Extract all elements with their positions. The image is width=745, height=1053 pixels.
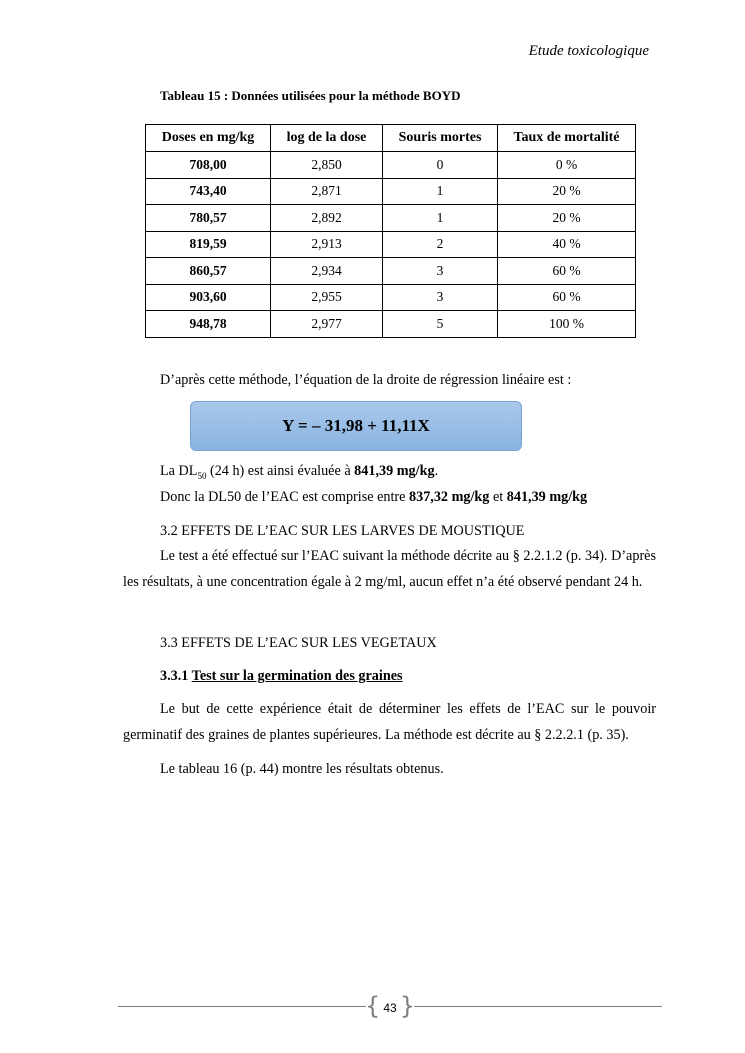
cell-dose: 743,40 [146, 178, 271, 205]
cell-rate: 0 % [498, 152, 636, 179]
cell-dose: 948,78 [146, 311, 271, 338]
cell-log: 2,913 [271, 231, 383, 258]
col-header: Taux de mortalité [498, 125, 636, 152]
cell-dose: 903,60 [146, 284, 271, 311]
table-row [146, 205, 636, 232]
footer-rule-right [414, 1006, 662, 1007]
footer-rule-left [118, 1006, 366, 1007]
paragraph-3-3-1: Le but de cette expérience était de déterminer les effets de l’EAC sur le pouvoir germinatif des graines de plantes supérieures. La méthode est décrite au § 2.2.2.1 (p. 35). [123, 701, 656, 743]
cell-log: 2,934 [271, 258, 383, 285]
cell-log: 2,977 [271, 311, 383, 338]
table16-reference: Le tableau 16 (p. 44) montre les résultats obtenus. [160, 761, 444, 777]
range-lower-value: 837,32 mg/kg [409, 489, 490, 505]
cell-rate: 100 % [498, 311, 636, 338]
cell-log: 2,850 [271, 152, 383, 179]
cell-log: 2,871 [271, 178, 383, 205]
cell-deaths: 1 [383, 205, 498, 232]
cell-rate: 20 % [498, 205, 636, 232]
left-brace-icon: { [365, 992, 381, 1020]
boyd-data-table [145, 124, 636, 338]
table-row [146, 152, 636, 179]
col-header: Souris mortes [383, 125, 498, 152]
cell-deaths: 0 [383, 152, 498, 179]
intro-paragraph: D’après cette méthode, l’équation de la droite de régression linéaire est : [160, 372, 572, 388]
cell-rate: 40 % [498, 231, 636, 258]
cell-deaths: 1 [383, 178, 498, 205]
dl50-text: La DL [160, 463, 198, 479]
page-number-frame [365, 994, 415, 1022]
dl50-range-paragraph [160, 484, 587, 510]
cell-log: 2,955 [271, 284, 383, 311]
subsection-heading-3-3-1 [160, 663, 403, 689]
table-row [146, 258, 636, 285]
table-row [146, 178, 636, 205]
cell-rate: 60 % [498, 258, 636, 285]
cell-dose: 860,57 [146, 258, 271, 285]
cell-log: 2,892 [271, 205, 383, 232]
col-header: log de la dose [271, 125, 383, 152]
cell-deaths: 2 [383, 231, 498, 258]
table-row [146, 284, 636, 311]
table-row [146, 311, 636, 338]
table-caption: Tableau 15 : Données utilisées pour la méthode BOYD [160, 88, 461, 103]
subsection-number: 3.3.1 [160, 668, 192, 684]
col-header: Doses en mg/kg [146, 125, 271, 152]
running-header: Etude toxicologique [528, 43, 649, 59]
cell-dose: 819,59 [146, 231, 271, 258]
dl50-value: 841,39 mg/kg [354, 463, 435, 479]
section-heading-3-3: 3.3 EFFETS DE L’EAC SUR LES VEGETAUX [160, 635, 437, 651]
range-upper-value: 841,39 mg/kg [506, 489, 588, 505]
table-row [146, 231, 636, 258]
cell-deaths: 5 [383, 311, 498, 338]
paragraph-3-2: Le test a été effectué sur l’EAC suivant la méthode décrite au § 2.2.1.2 (p. 34). D’après les résultats, à une concentration égale à 2 mg/ml, aucun effet n’a été observé pendant 24 h. [123, 548, 656, 590]
cell-rate: 60 % [498, 284, 636, 311]
subsection-title: Test sur la germination des graines [191, 668, 403, 684]
right-brace-icon: } [399, 992, 415, 1020]
cell-deaths: 3 [383, 284, 498, 311]
cell-dose: 708,00 [146, 152, 271, 179]
table-header-row [146, 125, 636, 152]
range-text: et [489, 489, 507, 505]
regression-equation: Y = – 31,98 + 11,11X [282, 416, 430, 435]
dl50-subscript: 50 [197, 470, 207, 481]
page-number: 43 [383, 1001, 397, 1015]
dl50-text: . [434, 463, 439, 479]
cell-dose: 780,57 [146, 205, 271, 232]
cell-rate: 20 % [498, 178, 636, 205]
dl50-text: (24 h) est ainsi évaluée à [206, 463, 355, 479]
range-text: Donc la DL50 de l’EAC est comprise entre [160, 489, 409, 505]
regression-equation-box [190, 401, 522, 451]
section-heading-3-2: 3.2 EFFETS DE L’EAC SUR LES LARVES DE MOUSTIQUE [160, 523, 525, 539]
cell-deaths: 3 [383, 258, 498, 285]
